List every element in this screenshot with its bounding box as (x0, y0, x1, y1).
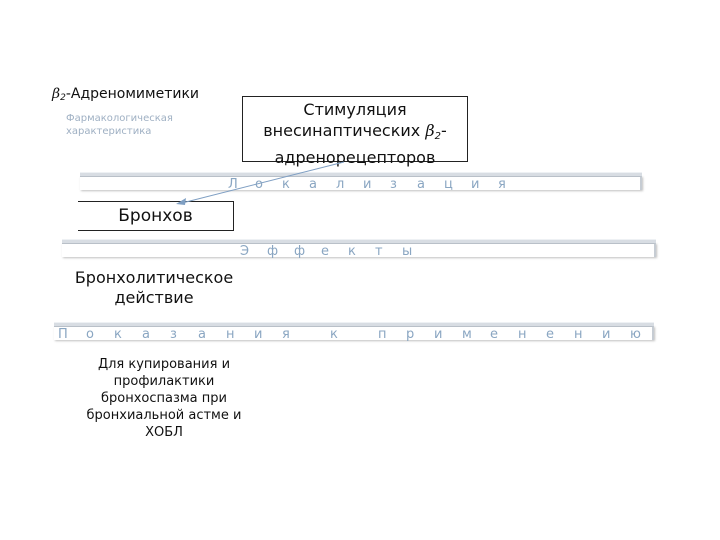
indications-letter: н (574, 327, 583, 342)
indications-letter: е (490, 327, 498, 342)
localization-letter: о (255, 177, 263, 192)
indications-letter: о (86, 327, 94, 342)
indications-letter: к (114, 327, 122, 342)
indications-letter: и (254, 327, 263, 342)
indications-letter: а (142, 327, 150, 342)
localization-letter: а (417, 177, 425, 192)
effects-letter: Э (240, 244, 250, 259)
effects-letter: ы (402, 244, 413, 259)
indications-letter: з (170, 327, 177, 342)
localization-letter: ц (444, 177, 453, 192)
title-subscript: 2 (60, 93, 66, 103)
effects-letter: ф (294, 244, 306, 259)
stimulation-dash: - (440, 121, 447, 140)
indications-letter: П (58, 327, 68, 342)
localization-letter: к (282, 177, 290, 192)
localization-letter: я (498, 177, 506, 192)
indications-letter: н (518, 327, 527, 342)
localization-letter: л (336, 177, 345, 192)
indications-letter: я (282, 327, 290, 342)
indication-text: Для купирования и профилактики бронхоспазма при бронхиальной астме и ХОБЛ (86, 357, 242, 440)
effect-text: Бронхолитическое действие (74, 268, 234, 307)
indications-letter: и (602, 327, 611, 342)
indications-letter: м (462, 327, 472, 342)
indications-letter: р (406, 327, 415, 342)
diagram-subtitle: Фармакологическая характеристика (66, 113, 173, 137)
localization-letter: и (471, 177, 480, 192)
localization-letter: з (390, 177, 397, 192)
localization-letter: а (309, 177, 317, 192)
localization-letter: и (363, 177, 372, 192)
title-beta: β (52, 86, 61, 102)
stimulation-line-1: Стимуляция (303, 100, 407, 119)
arrow-head (176, 198, 186, 205)
indications-letter: а (198, 327, 206, 342)
arrow-line (182, 162, 344, 203)
stimulation-line-3: адренорецепторов (274, 148, 436, 167)
stimulation-beta: β (425, 121, 435, 140)
effects-letter: к (348, 244, 356, 259)
effects-letter: т (375, 244, 383, 259)
localization-letter: Л (228, 177, 238, 192)
effects-letter: ф (267, 244, 279, 259)
location-box: Бронхов (78, 201, 234, 231)
indications-letter: н (226, 327, 235, 342)
stimulation-subscript: 2 (434, 131, 441, 142)
effects-letter: е (321, 244, 329, 259)
indications-letter: ю (630, 327, 641, 342)
indications-letter: к (330, 327, 338, 342)
indications-letter: п (378, 327, 387, 342)
indications-letter: и (434, 327, 443, 342)
title-text: -Адреномиметики (65, 86, 199, 102)
stimulation-line-2-text: внесинаптических (263, 121, 426, 140)
indications-letter: е (546, 327, 554, 342)
